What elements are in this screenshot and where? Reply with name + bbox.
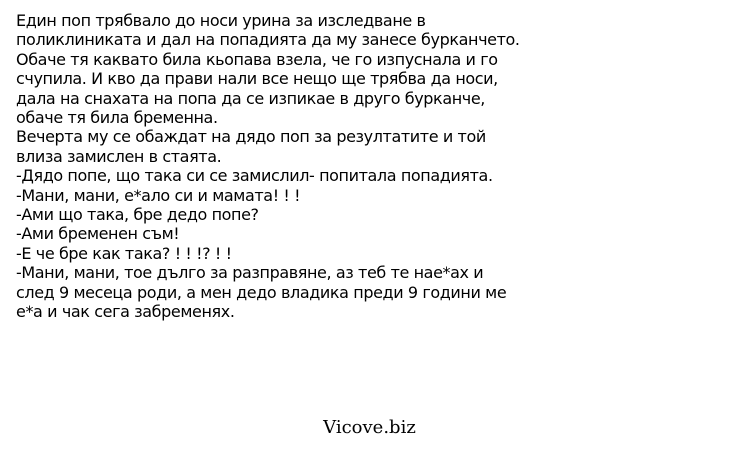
- joke-line: след 9 месеца роди, а мен дедо владика преди 9 години ме: [16, 282, 507, 302]
- site-watermark: Vicove.biz: [323, 417, 416, 438]
- joke-line: -Мани, мани, тое дълго за разправяне, аз теб те нае*ах и: [16, 263, 484, 283]
- joke-line: Вечерта му се обаждат на дядо поп за резултатите и той: [16, 127, 486, 147]
- joke-line: Обаче тя каквато била кьопава взела, че го изпуснала и го: [16, 49, 498, 69]
- joke-line: дала на снахата на попа да се изпикае в друго бурканче,: [16, 88, 485, 108]
- joke-line: влиза замислен в стаята.: [16, 146, 222, 166]
- joke-line: Един поп трябвало до носи урина за изследване в: [16, 11, 426, 30]
- joke-line: счупила. И кво да прави нали все нещо ще трябва да носи,: [16, 69, 498, 89]
- joke-line: поликлиниката и дал на попадията да му занесе бурканчето.: [16, 30, 520, 50]
- joke-line: -Ами що така, бре дедо попе?: [16, 205, 259, 225]
- joke-line: е*а и чак сега забременях.: [16, 302, 235, 322]
- joke-line: -Ами бременен съм!: [16, 224, 180, 244]
- joke-text: [16, 11, 731, 322]
- joke-line: обаче тя била бременна.: [16, 108, 218, 128]
- joke-line: -Мани, мани, е*ало си и мамата! ! !: [16, 185, 301, 205]
- joke-line: -Дядо попе, що така си се замислил- попитала попадията.: [16, 166, 493, 186]
- joke-line: -Е че бре как така? ! ! !? ! !: [16, 243, 232, 263]
